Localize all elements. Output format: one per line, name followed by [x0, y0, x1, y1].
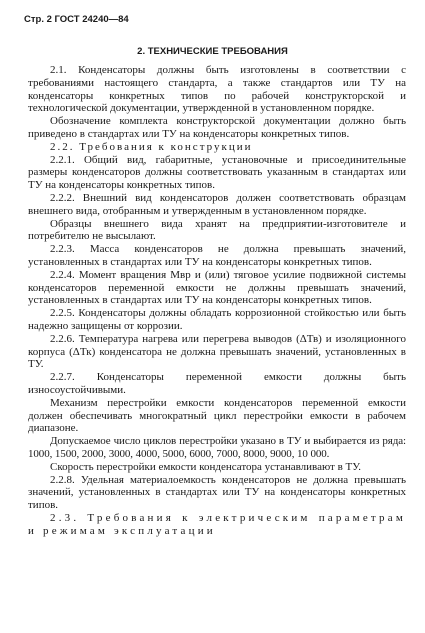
paragraph: Допускаемое число циклов перестройки указано в ТУ и выбирается из ряда: 1000, 1500, 2000, 3000, 4000, 5000, 6000, 7000, 8000, 9000, 10 000. — [28, 435, 406, 460]
section-title: 2. ТЕХНИЧЕСКИЕ ТРЕБОВАНИЯ — [137, 46, 288, 57]
subsection-heading: 2.2. Требования к конструкции — [50, 140, 253, 153]
page-header: Стр. 2 ГОСТ 24240—84 — [24, 14, 129, 25]
paragraph: 2.2.2. Внешний вид конденсаторов должен соответствовать образцам внешнего вида, отобранным и утвержденным в установленном порядке. — [28, 191, 406, 217]
paragraph: 2.1. Конденсаторы должны быть изготовлены в соответствии с требованиями настоящего стандарта, а также стандартов или ТУ на конденсаторы конкретных типов по рабочей конструкторской и технологической документации, утвержденной в установленном порядке. — [28, 64, 406, 115]
paragraph: Скорость перестройки емкости конденсатора устанавливают в ТУ. — [50, 460, 362, 473]
subsection-heading: 2.3. Требования к электрическим параметрам и режимам эксплуатации — [28, 511, 406, 537]
paragraph: 2.2.5. Конденсаторы должны обладать коррозионной стойкостью или быть надежно защищены от коррозии. — [28, 307, 406, 332]
document-body — [28, 64, 406, 537]
paragraph: Механизм перестройки емкости конденсаторов переменной емкости должен обеспечивать многократный цикл перестройки емкости в рабочем диапазоне. — [28, 396, 406, 435]
paragraph: 2.2.7. Конденсаторы переменной емкости должны быть износоустойчивыми. — [28, 371, 406, 396]
paragraph: Образцы внешнего вида хранят на предприятии-изготовителе и потребителю не высылают. — [28, 217, 406, 243]
paragraph: Обозначение комплекта конструкторской документации должно быть приведено в стандартах или ТУ на конденсаторы конкретных типов. — [28, 115, 406, 140]
paragraph: 2.2.1. Общий вид, габаритные, установочные и присоединительные размеры конденсаторов должны соответствовать указанным в стандартах или ТУ на конденсаторы конкретных типов. — [28, 153, 406, 192]
paragraph: 2.2.8. Удельная материалоемкость конденсаторов не должна превышать значений, установленных в стандартах или ТУ на конденсаторы конкретных типов. — [28, 473, 406, 512]
paragraph: 2.2.4. Момент вращения Мвр и (или) тяговое усилие подвижной системы конденсаторов переменной емкости не должны превышать значений, установленных в стандартах или ТУ на конденсаторы конкретных типов. — [28, 268, 406, 307]
paragraph: 2.2.6. Температура нагрева или перегрева выводов (ΔТв) и изоляционного корпуса (ΔТк) конденсатора не должна превышать значений, установленных в ТУ. — [28, 332, 406, 371]
paragraph: 2.2.3. Масса конденсаторов не должна превышать значений, установленных в стандартах или ТУ на конденсаторы конкретных типов. — [28, 243, 406, 268]
